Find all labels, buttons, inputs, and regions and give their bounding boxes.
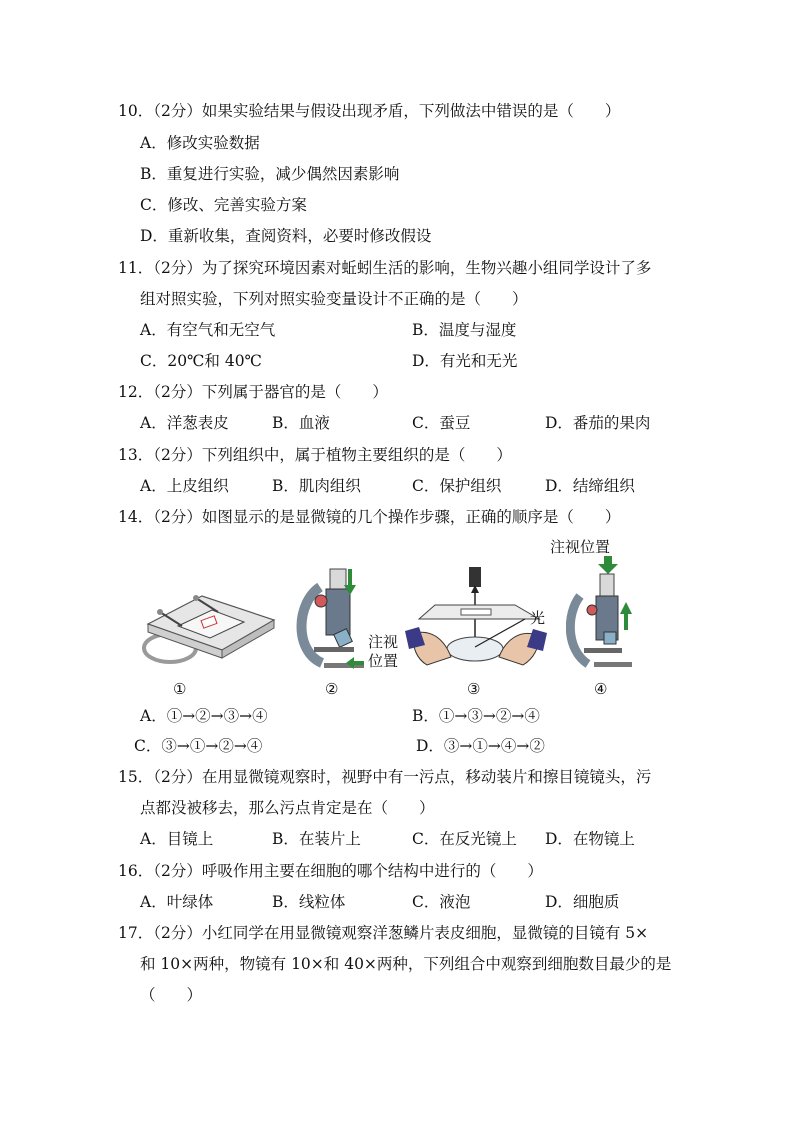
q14-stem: 14．（2分）如图显示的是显微镜的几个操作步骤，正确的顺序是（ ）: [118, 508, 621, 526]
q10-option-d: D．重新收集，查阅资料，必要时修改假设: [140, 227, 432, 245]
q15-stem-line2: 点都没被移去，那么污点肯定是在（ ）: [140, 799, 435, 817]
figure-2-label-gaze-2: 位置: [368, 652, 399, 670]
q16-option-a: A．叶绿体: [140, 893, 214, 911]
q12-option-d: D．番茄的果肉: [545, 414, 651, 432]
q11-option-c: C．20℃和 40℃: [140, 352, 262, 370]
q10-option-c: C．修改、完善实验方案: [140, 196, 307, 214]
q14-option-d: D．③→①→④→②: [416, 737, 545, 755]
q15-option-d: D．在物镜上: [545, 830, 635, 848]
q17-stem-line1: 17．（2分）小红同学在用显微镜观察洋葱鳞片表皮细胞，显微镜的目镜有 5×: [118, 924, 649, 942]
q11-stem-line1: 11．（2分）为了探究环境因素对蚯蚓生活的影响，生物兴趣小组同学设计了多: [118, 259, 652, 277]
figure-caption-2: ②: [325, 680, 339, 698]
q15-option-c: C．在反光镜上: [412, 830, 517, 848]
q16-option-c: C．液泡: [412, 893, 471, 911]
figure-step-1-slide-on-stage: [140, 590, 278, 668]
q13-option-c: C．保护组织: [412, 477, 502, 495]
q14-option-a: A．①→②→③→④: [140, 707, 268, 725]
q11-stem-line2: 组对照实验，下列对照实验变量设计不正确的是（ ）: [140, 290, 528, 308]
q17-stem-line3: （ ）: [140, 986, 203, 1004]
q16-option-d: D．细胞质: [545, 893, 620, 911]
q14-option-b: B．①→③→②→④: [412, 707, 540, 725]
q12-option-c: C．蚕豆: [412, 414, 471, 432]
figure-step-4-microscope-raising: [566, 556, 642, 672]
q10-stem: 10．（2分）如果实验结果与假设出现矛盾，下列做法中错误的是（ ）: [118, 102, 621, 120]
q12-option-a: A．洋葱表皮: [140, 414, 229, 432]
q11-option-d: D．有光和无光: [412, 352, 518, 370]
figure-caption-4: ④: [594, 680, 608, 698]
q12-stem: 12．（2分）下列属于器官的是（ ）: [118, 383, 388, 401]
q11-option-a: A．有空气和无空气: [140, 321, 276, 339]
figure-step-3-adjust-mirror: [405, 567, 547, 673]
q10-option-a: A．修改实验数据: [140, 134, 260, 152]
q13-stem: 13．（2分）下列组织中，属于植物主要组织的是（ ）: [118, 446, 512, 464]
q14-option-c: C．③→①→②→④: [134, 737, 263, 755]
q15-stem-line1: 15．（2分）在用显微镜观察时，视野中有一污点，移动装片和擦目镜镜头，污: [118, 768, 652, 786]
q13-option-d: D．结缔组织: [545, 477, 635, 495]
q15-option-a: A．目镜上: [140, 830, 214, 848]
figure-3-label-light: 光: [530, 609, 546, 627]
q15-option-b: B．在装片上: [272, 830, 361, 848]
q10-option-b: B．重复进行实验，减少偶然因素影响: [140, 165, 400, 183]
q11-option-b: B．温度与湿度: [412, 321, 517, 339]
figure-caption-3: ③: [467, 680, 481, 698]
q17-stem-line2: 和 10×两种，物镜有 10×和 40×两种，下列组合中观察到细胞数目最少的是: [140, 955, 672, 973]
q13-option-b: B．肌肉组织: [272, 477, 361, 495]
q12-option-b: B．血液: [272, 414, 330, 432]
figure-4-label-gaze: 注视位置: [550, 538, 611, 556]
figure-2-label-gaze-1: 注视: [368, 633, 399, 651]
q16-stem: 16．（2分）呼吸作用主要在细胞的哪个结构中进行的（ ）: [118, 862, 543, 880]
figure-caption-1: ①: [173, 680, 187, 698]
q13-option-a: A．上皮组织: [140, 477, 229, 495]
q16-option-b: B．线粒体: [272, 893, 346, 911]
